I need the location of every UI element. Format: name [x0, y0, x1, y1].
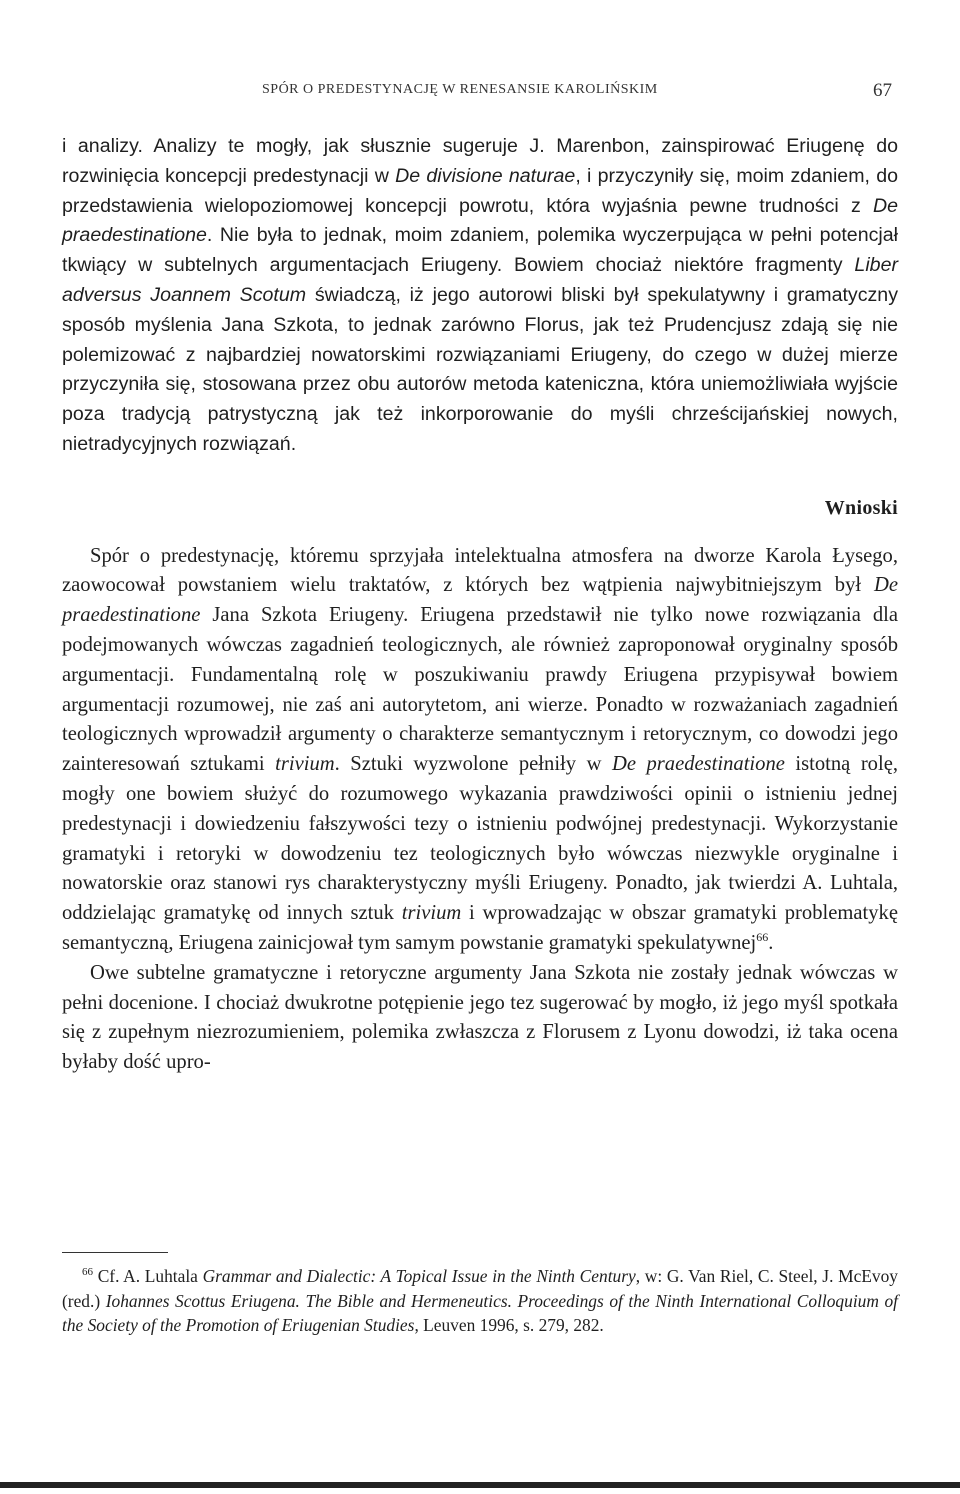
- text-run: i analizy. Analizy te mogły, jak słusznie sugeruje J. Marenbon, zainspirować Eriugenę do rozwinięcia koncepcji predestynacji w: [62, 135, 898, 187]
- text-run: i wprowadzając w obszar gramatyki problematykę semantyczną, Eriugena zainicjował tym samym powstanie gramatyki spekulatywnej: [62, 902, 898, 954]
- citation-title: Iohannes Scottus Eriugena. The Bible and Hermeneutics. Proceedings of the Ninth International Colloquium of the Society of the Promotion of Eriugenian Studies: [62, 1290, 898, 1335]
- title-italic: De divisione naturae: [395, 164, 576, 187]
- title-italic: Liber adversus Joannem Scotum: [62, 254, 898, 306]
- text-run: , w: G. Van Riel, C. Steel, J. McEvoy (red.): [62, 1266, 899, 1311]
- paragraph-conclusions: [62, 542, 898, 959]
- scan-border: [0, 1482, 960, 1488]
- text-run: , i przyczyniły się, moim zdaniem, do przedstawienia wielopoziomowej koncepcji powrotu, która wyjaśnia pewne trudności z: [62, 164, 898, 217]
- footnote-ref[interactable]: 66: [756, 930, 769, 945]
- main-text: [62, 132, 898, 1078]
- text-run: istotną rolę, mogły one bowiem służyć do rozumowego wykazania prawdziwości opinii o istnieniu jednej predestynacji i dowiedzeniu fałszywości tezy o istnieniu podwójnej predestynacji. Wykorzystanie gramatyki i retoryki w dowodzeniu tez teologicznych było wówczas niezwykle oryginalne i nowatorskie oraz stanowi rys charakterystyczny myśli Eriugeny. Ponadto, jak twierdzi A. Luhtala, oddzielając gramatykę od innych sztuk: [62, 753, 898, 925]
- footnote: [62, 1264, 898, 1338]
- title-italic: De praedestinatione: [62, 194, 898, 247]
- running-head: [62, 80, 898, 104]
- citation-title: Grammar and Dialectic: A Topical Issue in the Ninth Century: [202, 1266, 636, 1286]
- text-run: Spór o predestynację, któremu sprzyjała intelektualna atmosfera na dworze Karola Łysego, zaowocował powstaniem wielu traktatów, z których bez wątpienia najwybitniejszym był: [62, 544, 898, 597]
- running-title: SPÓR O PREDESTYNACJĘ W RENESANSIE KAROLIŃSKIM: [262, 82, 658, 97]
- paragraph-continuation: [62, 132, 898, 460]
- text-run: . Sztuki wyzwolone pełniły w: [334, 753, 612, 776]
- title-italic: De praedestinatione: [611, 753, 785, 776]
- text-run: Jana Szkota Eriugeny. Eriugena przedstawił nie tylko nowe rozwiązania dla podejmowanych wówczas zagadnień teologicznych, ale również zaproponował oryginalny sposób argumentacji. Fundamentalną rolę w poszukiwaniu prawdy Eriugena przypisywał bowiem argumentacji rozumowej, nie zaś ani autorytetom, ani wierze. Ponadto w rozważaniach zagadnień teologicznych wprowadził argumenty o charakterze semantycznym i retorycznym, co dowodzi jego zainteresowań sztukami: [62, 604, 898, 776]
- text-run: .: [768, 931, 774, 954]
- text-run: . Nie była to jednak, moim zdaniem, polemika wyczerpująca w pełni potencjał tkwiący w subtelnych argumentacjach Eriugeny. Bowiem chociaż niektóre fragmenty: [62, 224, 898, 277]
- text-run: świadczą, iż jego autorowi bliski był spekulatywny i gramatyczny sposób myślenia Jana Szkota, to jednak zarówno Florus, jak też Prudencjusz zdają się nie polemizować z najbardziej nowatorskimi rozwiązaniami Eriugeny, do czego w dużej mierze przyczyniła się, stosowana przez obu autorów metoda kateniczna, która uniemożliwiała wyjście poza tradycją patrystyczną jak też inkorporowanie do myśli chrześcijańskiej nowych, nietradycyjnych rozwiązań.: [62, 283, 898, 455]
- term-italic: trivium: [401, 902, 462, 925]
- term-italic: trivium: [275, 753, 335, 776]
- section-heading: Wnioski: [824, 496, 898, 519]
- paragraph-final: Owe subtelne gramatyczne i retoryczne argumenty Jana Szkota nie zostały jednak wówczas w pełni docenione. I chociaż dwukrotne potępienie jego tez sugerować by mogło, iż jego myśl spotkała się z zupełnym niezrozumieniem, polemika zwłaszcza z Florusem z Lyonu dowodzi, iż taka ocena byłaby dość upro-: [62, 961, 898, 1074]
- text-run: , Leuven 1996, s. 279, 282.: [414, 1315, 604, 1335]
- footnote-number: 66: [82, 1266, 93, 1279]
- footnote-divider: [62, 1252, 168, 1253]
- title-italic: De praedestinatione: [62, 574, 898, 627]
- page-number: 67: [873, 80, 892, 101]
- text-run: Cf. A. Luhtala: [93, 1266, 203, 1286]
